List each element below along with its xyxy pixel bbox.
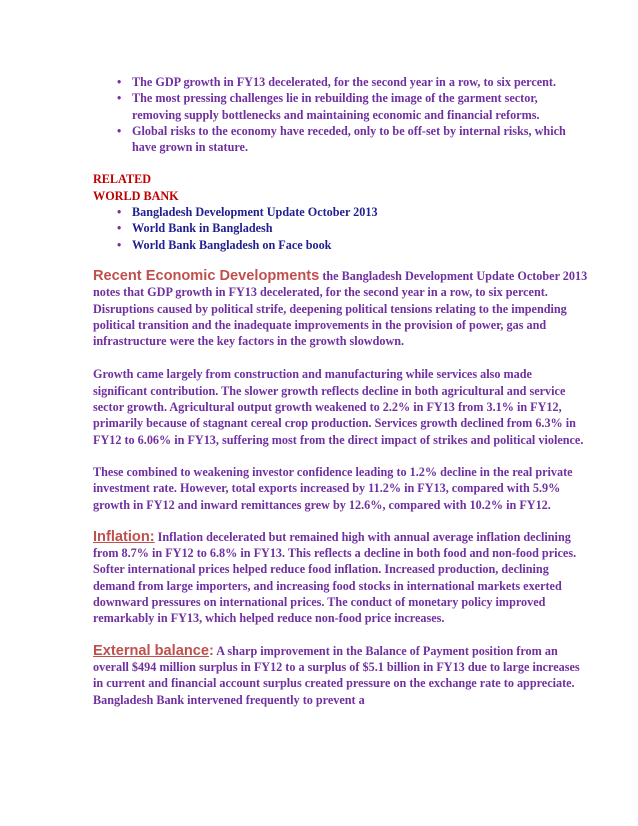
related-link[interactable] bbox=[117, 204, 588, 220]
paragraph-text: Inflation decelerated but remained high with annual average inflation declining from 8.7% in FY12 to 6.8% in FY13. This reflects a decline in both food and non-food prices. Softer international prices helped reduce food inflation. Increased production, declining demand from large importers, and increasing food stocks in international markets exerted downward pressures on international prices. The conduct of monetary policy improved remarkably in FY13, which helped reduce non-food price increases. bbox=[93, 529, 577, 626]
related-link[interactable] bbox=[117, 220, 588, 236]
list-item-text: Global risks to the economy have receded, only to be off-set by internal risks, which have grown in stature. bbox=[132, 123, 566, 155]
paragraph-text: the Bangladesh Development Update October 2013 notes that GDP growth in FY13 decelerated, for the second year in a row, to six percent. Disruptions caused by political strife, deepening political tensions relating to the impending political transition and the inadequate improvements in the provision of power, gas and infrastructure were the key factors in the growth slowdown. bbox=[93, 268, 588, 349]
list-item bbox=[117, 123, 588, 156]
bullet-icon: • bbox=[117, 91, 122, 106]
external-balance-paragraph bbox=[93, 643, 588, 708]
growth-paragraph: Growth came largely from construction and manufacturing while services also made significant contribution. The slower growth reflects decline in both agricultural and service sector growth. Agricultural output growth weakened to 2.2% in FY13 from 3.1% in FY12, primarily because of stagnant cereal crop production. Services growth declined from 6.3% in FY12 to 6.06% in FY13, suffering most from the direct impact of strikes and political violence. bbox=[93, 367, 584, 447]
related-sublabel: WORLD BANK bbox=[93, 188, 179, 203]
summary-bullet-list bbox=[93, 74, 588, 155]
related-links-list bbox=[93, 204, 588, 253]
paragraph-text: A sharp improvement in the Balance of Payment position from an overall $494 million surplus in FY12 to a surplus of $5.1 billion in FY13 due to large increases in current and financial account surplus created pressure on the exchange rate to appreciate. Bangladesh Bank intervened frequently to prevent a bbox=[93, 643, 580, 707]
heading-colon: : bbox=[209, 642, 214, 659]
inflation-paragraph bbox=[93, 529, 588, 627]
bullet-icon: • bbox=[117, 221, 122, 236]
section-heading-recent-developments: Recent Economic Developments bbox=[93, 267, 320, 284]
recent-developments-paragraph bbox=[93, 268, 588, 349]
related-section bbox=[93, 171, 588, 252]
section-heading-external-balance: External balance bbox=[93, 642, 209, 659]
bullet-icon: • bbox=[117, 237, 122, 252]
related-label: RELATED bbox=[93, 172, 152, 187]
list-item bbox=[117, 90, 588, 123]
related-link-text[interactable]: Bangladesh Development Update October 2013 bbox=[132, 205, 378, 220]
bullet-icon: • bbox=[117, 123, 122, 138]
list-item bbox=[117, 74, 588, 90]
related-link-text[interactable]: World Bank in Bangladesh bbox=[132, 221, 273, 236]
bullet-icon: • bbox=[117, 75, 122, 89]
section-heading-inflation: Inflation: bbox=[93, 528, 155, 545]
bullet-icon: • bbox=[117, 205, 122, 220]
list-item-text: The GDP growth in FY13 decelerated, for the second year in a row, to six percent. bbox=[132, 75, 557, 89]
list-item-text: The most pressing challenges lie in rebuilding the image of the garment sector, removing supply bottlenecks and maintaining economic and financial reforms. bbox=[132, 91, 540, 122]
related-link-text[interactable]: World Bank Bangladesh on Face book bbox=[132, 237, 332, 252]
investment-paragraph: These combined to weakening investor confidence leading to 1.2% decline in the real private investment rate. However, total exports increased by 11.2% in FY13, compared with 5.9% growth in FY12 and inward remittances grew by 12.6%, compared with 10.2% in FY12. bbox=[93, 464, 573, 512]
related-link[interactable] bbox=[117, 237, 588, 253]
